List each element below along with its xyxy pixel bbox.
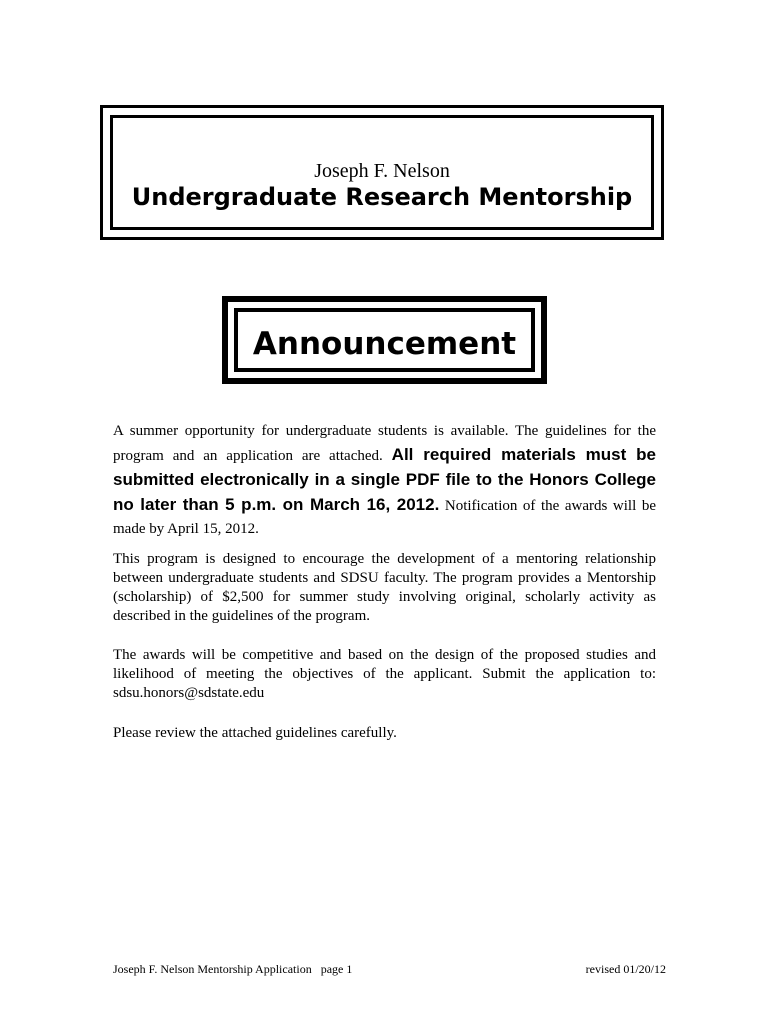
footer-left: Joseph F. Nelson Mentorship Application page 1 (113, 962, 353, 976)
paragraph-program: This program is designed to encourage the development of a mentoring relationship between undergraduate students and SDSU faculty. The program provides a Mentorship (scholarship) of $2,500 for summer study involving original, scholarly activity as described in the guidelines of the program. (113, 551, 656, 624)
paragraph-awards: The awards will be competitive and based on the design of the proposed studies and likelihood of meeting the objectives of the applicant. Submit the application to: sdsu.honors@sdstate.edu (113, 647, 656, 701)
notification-text: Notification of the awards will be made by April 15, 2012. (113, 498, 656, 537)
paragraph-review: Please review the attached guidelines carefully. (113, 725, 397, 741)
paragraph-intro (113, 420, 656, 541)
title-box (100, 105, 664, 240)
announcement-box (222, 296, 547, 384)
announcement-heading: Announcement (252, 326, 517, 362)
program-name: Joseph F. Nelson (314, 160, 450, 182)
program-title: Undergraduate Research Mentorship (131, 183, 633, 211)
deadline-text: All required materials must be submitted electronically in a single PDF file to the Honors College no later than 5 p.m. on March 16, 2012. (113, 445, 656, 514)
intro-text: A summer opportunity for undergraduate students is available. The guidelines for the program and an application are attached. (113, 423, 656, 464)
announcement-box-inner-border (234, 308, 535, 372)
title-box-inner-border (110, 115, 654, 230)
footer-right: revised 01/20/12 (585, 962, 666, 976)
